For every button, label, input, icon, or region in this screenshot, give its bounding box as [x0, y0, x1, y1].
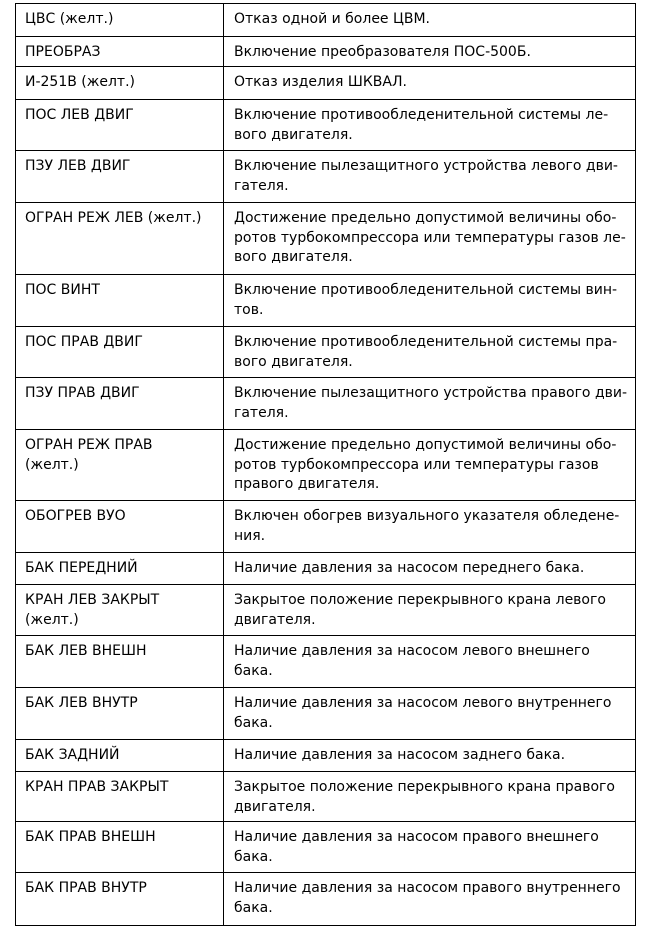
signal-description-line: Включение преобразователя ПОС-500Б. — [234, 44, 531, 60]
signal-name-cell — [16, 553, 224, 585]
signal-description-cell — [224, 378, 636, 430]
signal-name-cell — [16, 203, 224, 275]
signal-description-line: Включение пылезащитного устройства правого дви- — [234, 385, 628, 401]
signal-description-cell — [224, 67, 636, 100]
signal-description-line: ния. — [234, 527, 266, 544]
signal-description-line: вого двигателя. — [234, 126, 353, 143]
table-row — [16, 873, 636, 926]
signal-description-cell — [224, 688, 636, 740]
signal-description-line: тов. — [234, 301, 264, 318]
signal-description-cell — [224, 873, 636, 926]
signal-description-line: Наличие давления за насосом переднего бака. — [234, 560, 585, 576]
signal-description-cell — [224, 585, 636, 636]
signal-description-line: Отказ изделия ШКВАЛ. — [234, 74, 407, 90]
table-row — [16, 585, 636, 636]
signal-name-line: ОГРАН РЕЖ ЛЕВ (желт.) — [25, 210, 202, 226]
signal-description-line: Наличие давления за насосом правого внешнего — [234, 829, 599, 845]
signal-description-cell — [224, 4, 636, 37]
table-row — [16, 67, 636, 100]
signal-description-cell — [224, 151, 636, 203]
signal-name-line: ПОС ЛЕВ ДВИГ — [25, 107, 134, 123]
table-row — [16, 100, 636, 151]
signal-name-cell — [16, 636, 224, 688]
signal-name-cell — [16, 327, 224, 378]
signal-description-cell — [224, 740, 636, 772]
table-row — [16, 772, 636, 822]
signal-description-line: вого двигателя. — [234, 249, 353, 265]
signal-description-line: двигателя. — [234, 798, 316, 815]
signal-name-line: БАК ПРАВ ВНУТР — [25, 880, 147, 896]
signal-description-cell — [224, 822, 636, 873]
signal-description-line: бака. — [234, 662, 273, 679]
signal-description-line: Отказ одной и более ЦВМ. — [234, 11, 430, 27]
signal-name-line: (желт.) — [25, 456, 79, 473]
signal-description-line: бака. — [234, 714, 273, 731]
table-row — [16, 430, 636, 501]
signal-name-cell — [16, 772, 224, 822]
signal-name-line: ПЗУ ЛЕВ ДВИГ — [25, 158, 131, 174]
table-row — [16, 822, 636, 873]
table-row — [16, 37, 636, 67]
signal-description-line: Закрытое положение перекрывного крана левого — [234, 592, 606, 608]
signal-name-cell — [16, 585, 224, 636]
signal-description-line: Наличие давления за насосом правого внутреннего — [234, 880, 621, 896]
signal-description-cell — [224, 100, 636, 151]
signal-name-cell — [16, 275, 224, 327]
signal-name-line: ОГРАН РЕЖ ПРАВ — [25, 437, 153, 453]
signal-name-line: БАК ЗАДНИЙ — [25, 747, 120, 763]
signal-description-line: бака. — [234, 899, 273, 916]
signal-description-line: двигателя. — [234, 611, 316, 628]
signal-name-line: БАК ЛЕВ ВНУТР — [25, 695, 138, 711]
signal-description-cell — [224, 772, 636, 822]
table-row — [16, 275, 636, 327]
signal-name-line: ОБОГРЕВ ВУО — [25, 508, 126, 524]
table-row — [16, 203, 636, 275]
signal-description-line: Включение пылезащитного устройства левого дви- — [234, 158, 618, 174]
signal-description-cell — [224, 501, 636, 553]
signal-name-line: КРАН ПРАВ ЗАКРЫТ — [25, 779, 169, 795]
signal-name-cell — [16, 37, 224, 67]
signal-description-line: Включение противообледенительной системы ле- — [234, 107, 609, 123]
signal-description-line: бака. — [234, 848, 273, 865]
table-row — [16, 740, 636, 772]
signal-description-line: вого двигателя. — [234, 353, 353, 370]
signal-description-line: Наличие давления за насосом заднего бака. — [234, 747, 566, 763]
signal-description-line: Включение противообледенительной системы вин- — [234, 282, 618, 298]
signal-description-line: правого двигателя. — [234, 476, 380, 492]
signal-name-line: ПОС ВИНТ — [25, 282, 100, 298]
signal-description-line: Наличие давления за насосом левого внутреннего — [234, 695, 612, 711]
signal-name-cell — [16, 430, 224, 501]
signal-table — [15, 3, 636, 926]
signal-name-line: БАК ПЕРЕДНИЙ — [25, 560, 138, 576]
signal-name-cell — [16, 501, 224, 553]
signal-description-line: Наличие давления за насосом левого внешнего — [234, 643, 590, 659]
signal-description-line: Включение противообледенительной системы пра- — [234, 334, 618, 350]
table-row — [16, 553, 636, 585]
signal-name-line: (желт.) — [25, 611, 79, 628]
signal-description-cell — [224, 636, 636, 688]
signal-description-cell — [224, 275, 636, 327]
signal-name-line: ЦВС (желт.) — [25, 11, 114, 27]
table-row — [16, 688, 636, 740]
signal-description-cell — [224, 430, 636, 501]
signal-name-line: И-251В (желт.) — [25, 74, 136, 90]
signal-name-cell — [16, 151, 224, 203]
table-row — [16, 378, 636, 430]
signal-name-cell — [16, 873, 224, 926]
signal-table-body — [16, 4, 636, 926]
signal-name-line: ПРЕОБРАЗ — [25, 44, 101, 60]
signal-description-line: Достижение предельно допустимой величины обо- — [234, 210, 617, 226]
table-row — [16, 4, 636, 37]
signal-description-line: гателя. — [234, 404, 289, 421]
signal-name-cell — [16, 740, 224, 772]
table-row — [16, 636, 636, 688]
signal-name-cell — [16, 378, 224, 430]
signal-name-cell — [16, 822, 224, 873]
signal-name-line: БАК ПРАВ ВНЕШН — [25, 829, 156, 845]
signal-name-cell — [16, 4, 224, 37]
signal-name-cell — [16, 100, 224, 151]
signal-name-line: БАК ЛЕВ ВНЕШН — [25, 643, 147, 659]
signal-description-cell — [224, 327, 636, 378]
table-row — [16, 327, 636, 378]
signal-description-cell — [224, 37, 636, 67]
signal-description-line: Достижение предельно допустимой величины обо- — [234, 437, 617, 453]
signal-description-cell — [224, 553, 636, 585]
signal-name-line: ПОС ПРАВ ДВИГ — [25, 334, 143, 350]
table-row — [16, 501, 636, 553]
signal-name-line: ПЗУ ПРАВ ДВИГ — [25, 385, 140, 401]
signal-name-cell — [16, 688, 224, 740]
signal-description-line: ротов турбокомпрессора или температуры газов — [234, 456, 599, 473]
signal-description-line: гателя. — [234, 177, 289, 194]
signal-name-cell — [16, 67, 224, 100]
signal-name-line: КРАН ЛЕВ ЗАКРЫТ — [25, 592, 160, 608]
table-row — [16, 151, 636, 203]
signal-description-cell — [224, 203, 636, 275]
signal-description-line: Включен обогрев визуального указателя обледене- — [234, 508, 620, 524]
signal-description-line: Закрытое положение перекрывного крана правого — [234, 779, 615, 795]
signal-description-line: ротов турбокомпрессора или температуры газов ле- — [234, 229, 626, 246]
